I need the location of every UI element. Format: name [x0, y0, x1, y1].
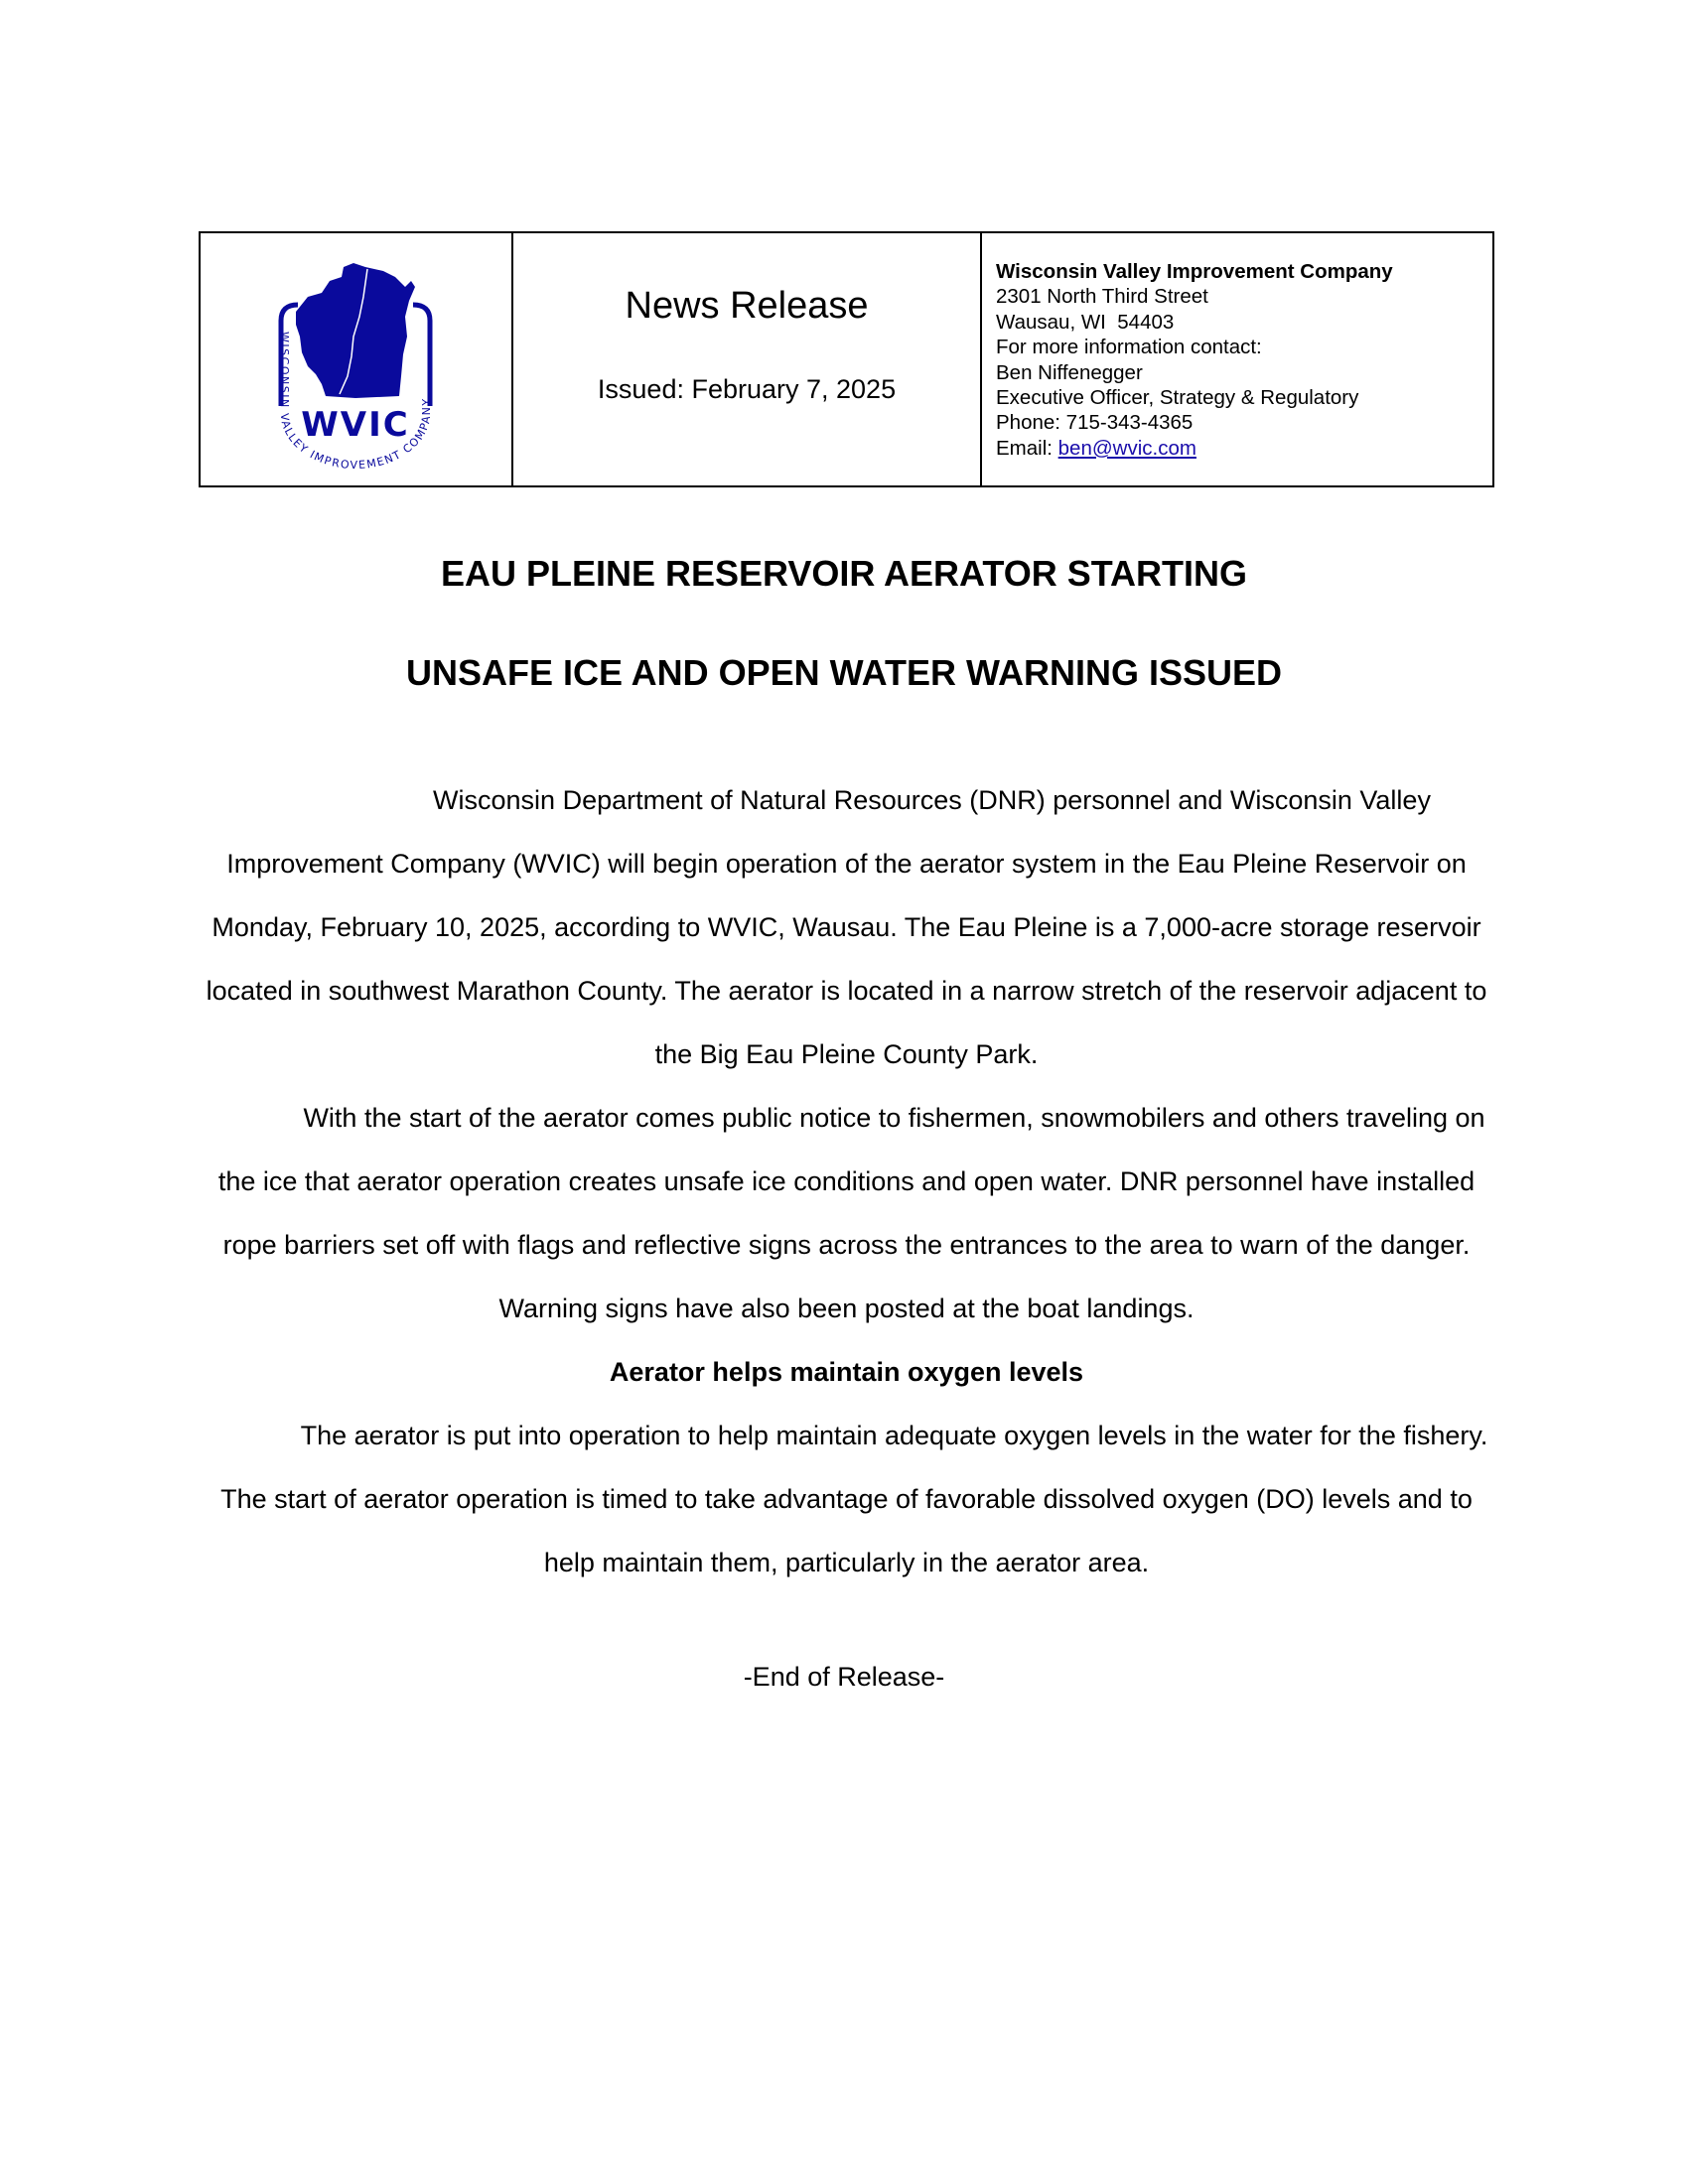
contact-company: Wisconsin Valley Improvement Company: [996, 260, 1393, 283]
contact-info-label: For more information contact:: [996, 336, 1262, 359]
paragraph-2-text: With the start of the aerator comes public notice to fishermen, snowmobilers and others traveling on the ice that aerator operation creates unsafe ice conditions and open water. DNR personnel have installed rope barriers set off with flags and reflective signs across the entrances to the area to warn of the danger. Warning signs have also been posted at the boat landings.: [217, 1103, 1485, 1323]
contact-email-row: [996, 436, 1492, 461]
email-link[interactable]: ben@wvic.com: [1057, 436, 1196, 460]
header-table: [199, 231, 1494, 487]
contact-phone: Phone: 715-343-4365: [996, 411, 1194, 435]
email-label: Email:: [996, 436, 1058, 460]
contact-cell: [982, 233, 1492, 485]
paragraph-3: [199, 1404, 1494, 1594]
paragraph-1-text: Wisconsin Department of Natural Resources (DNR) personnel and Wisconsin Valley Improvement Company (WVIC) will begin operation of the aerator system in the Eau Pleine Reservoir on Monday, February 10, 2025, according to WVIC, Wausau. The Eau Pleine is a 7,000-acre storage reservoir located in southwest Marathon County. The aerator is located in a narrow stretch of the reservoir adjacent to the Big Eau Pleine County Park.: [206, 785, 1487, 1069]
headline-primary: EAU PLEINE RESERVOIR AERATOR STARTING: [440, 553, 1248, 594]
contact-name: Ben Niffenegger: [996, 360, 1143, 384]
wvic-logo: [256, 237, 455, 476]
logo-abbr: WVIC: [301, 405, 410, 445]
news-release-title: News Release: [625, 285, 869, 327]
headline-secondary: UNSAFE ICE AND OPEN WATER WARNING ISSUED: [405, 652, 1283, 693]
body-text: [199, 768, 1494, 1594]
contact-role: Executive Officer, Strategy & Regulatory: [996, 386, 1359, 410]
paragraph-2: [199, 1086, 1494, 1340]
logo-cell: [201, 233, 513, 485]
title-cell: [513, 233, 982, 485]
issued-date: Issued: February 7, 2025: [597, 374, 897, 404]
contact-street: 2301 North Third Street: [996, 285, 1208, 309]
contact-city: Wausau, WI 54403: [996, 310, 1175, 334]
subheading: Aerator helps maintain oxygen levels: [609, 1357, 1084, 1387]
paragraph-3-text: The aerator is put into operation to help maintain adequate oxygen levels in the water for the fishery. The start of aerator operation is timed to take advantage of favorable dissolved oxygen (DO) levels and to help maintain them, particularly in the aerator area.: [220, 1421, 1488, 1577]
end-of-release: -End of Release-: [743, 1662, 945, 1692]
logo-ring-text: WISCONSIN VALLEY IMPROVEMENT COMPANY: [277, 332, 434, 473]
paragraph-1: [199, 768, 1494, 1086]
